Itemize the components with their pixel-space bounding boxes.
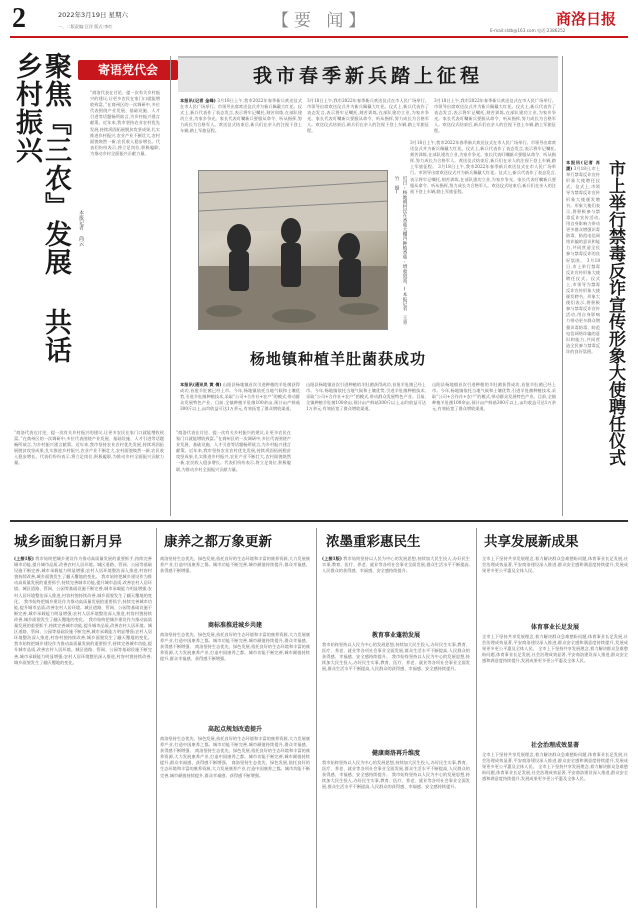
main-body-text-2: 3月18日上午,我市2022年春季新兵欢送仪式在市人民广场举行。市领导出席欢送仪式并为新兵佩戴大红花。仪式上,新兵代表作了表态发言,表示将牢记嘱托,刻苦训练,在部队建功立业,为家乡争光。家长代表叮嘱新兵要服从命令、听从指挥,努力成长为合格军人。欢送仪式结束后,新兵们在亲人的注视下登上车辆,踏上军旅征程。 [307,98,429,134]
bottom-col2-text-2: 商洛坚持生态优先、绿色发展,依托良好的生态环境和丰富的康养资源,大力发展康养产业,打造中国康养之都。城市功能不断完善,城市颜值持续提升,群众幸福感、获得感不断增强。 [160,632,310,650]
bottom-col2-subhead-2: 高起点规划改造提升 [207,726,262,733]
issue-date: 2022年3月19日 星期六 [58,11,129,19]
photo-story-body [180,382,300,502]
lead-body-text: “商洛代表在讨论、提一次有关乡村振兴的建议,让更多农民在家门口就能增收致富。”在商州区的一次调研中,多位代表围绕产业发展、基础设施、人才引进等话题畅所欲言,为乡村振兴建言献策。近年来,我市坚持农业农村优先发展,持续巩固拓展脱贫攻坚成果,扎实推进乡村振兴,农业产业不断壮大,农村面貌焕然一新,农民收入稳步增长。代表们纷纷表示,将立足岗位,积极履职,为推动乡村全面振兴贡献力量。 [90,90,160,156]
right-byline: 本报讯(记者 肖 潇) [566,160,600,172]
main-headline: 我市春季新兵踏上征程 [252,65,483,87]
bottom-col1-text-2: 我市始终把城乡建设作为推动高质量发展的重要抓手,持续完善城市功能,提升城市品质,改善农村人居环境。城区道路、管网、公园等基础设施不断完善,城市承载能力明显增强;农村人居环境整治深入推进,村容村貌持续改善,城乡面貌发生了翻天覆地的变化。 [14,574,152,604]
main-body-col4 [410,140,556,320]
bottom-col1-text: 我市始终把城乡建设作为推动高质量发展的重要抓手,持续完善城市功能,提升城市品质,改善农村人居环境。城区道路、管网、公园等基础设施不断完善,城市承载能力明显增强;农村人居环境整治深入推进,村容村貌持续改善,城乡面貌发生了翻天覆地的变化。 [14,556,152,580]
bottom-col4-text: 全市上下坚持共享发展理念,着力解决群众急难愁盼问题,体育事业长足发展,社会治理成效显著,平安商洛建设深入推进,群众安全感和满意度持续提升,发展成果更多更公平惠及全体人民。 [482,556,628,574]
bottom-col2-title: 康养之都万象更新 [164,534,272,550]
bottom-col3-title: 浓墨重彩惠民生 [326,534,421,550]
right-headline-box [604,160,634,500]
photo-story-title: 杨地镇种植羊肚菌获成功 [250,350,427,368]
right-body-text-2: 3月18日,市上举行禁毒反诈宣传形象大使聘任仪式。仪式上,市领导为禁毒反诈宣传形象大使颁发聘书。形象大使们表示,将积极参与禁毒反诈宣传活动,用自身影响力带动更多群众增强识毒防毒、防范电信网络诈骗的意识和能力,共同营造全民参与禁毒反诈的良好氛围。 [566,257,600,354]
right-body-text: 3月18日,市上举行禁毒反诈宣传形象大使聘任仪式。仪式上,市领导为禁毒反诈宣传形象大使颁发聘书。形象大使们表示,将积极参与禁毒反诈宣传活动,用自身影响力带动更多群众增强识毒防毒、防范电信网络诈骗的意识和能力,共同营造全民参与禁毒反诈的良好氛围。 [566,166,600,263]
bottom-col3-text-2: 我市始终坚持以人民为中心的发展思想,持续加大民生投入,办好民生实事,教育、医疗、养老、就业等各项社会事业全面发展,群众生活水平不断提高,人民群众的获得感、幸福感、安全感持续提升。 [322,642,470,660]
bottom-col1-text-3: 我市始终把城乡建设作为推动高质量发展的重要抓手,持续完善城市功能,提升城市品质,改善农村人居环境。城区道路、管网、公园等基础设施不断完善,城市承载能力明显增强;农村人居环境整治深入推进,村容村貌持续改善,城乡面貌发生了翻天覆地的变化。 [14,598,152,622]
photo-story-text: 山阳县杨地镇首次引进种植的羊肚菌获得成功,首批羊肚菌已经上市。今年,杨地镇依托当地气候和土壤优势,引进羊肚菌种植技术,采取“公司+合作社+农户”的模式,带动群众发展特色产业。目前,全镇种植羊肚菌100余亩,预计亩产鲜菇300斤以上,亩均收益可达1万余元,有效拓宽了群众增收渠道。 [180,382,300,412]
bottom-col1-label: (上接1版) [14,556,34,561]
right-body [566,160,600,510]
bottom-col2-text-6: 商洛坚持生态优先、绿色发展,依托良好的生态环境和丰富的康养资源,大力发展康养产业,打造中国康养之都。城市功能不断完善,城市颜值持续提升,群众幸福感、获得感不断增强。 [160,760,310,778]
bottom-col4-text-5: 全市上下坚持共享发展理念,着力解决群众急难愁盼问题,体育事业长足发展,社会治理成效显著,平安商洛建设深入推进,群众安全感和满意度持续提升,发展成果更多更公平惠及全体人民。 [482,764,628,782]
photo-story-body-3 [432,382,556,502]
main-body-text-5: 3月18日上午,我市2022年春季新兵欢送仪式在市人民广场举行。市领导出席欢送仪式并为新兵佩戴大红花。仪式上,新兵代表作了表态发言,表示将牢记嘱托,刻苦训练,在部队建功立业,为家乡争光。家长代表叮嘱新兵要服从命令、听从指挥,努力成长为合格军人。欢送仪式结束后,新兵们在亲人的注视下登上车辆,踏上军旅征程。 [410,164,556,194]
contact-info: E-mail:sldb@163.com 电话:2386252 [490,28,566,33]
photo-story-byline: 本报讯(通讯员 黄 倩) [180,382,222,387]
lead-badge-label: 寄语党代会 [97,63,158,77]
main-banner [178,56,558,92]
bottom-col2-text-3: 商洛坚持生态优先、绿色发展,依托良好的生态环境和丰富的康养资源,大力发展康养产业,打造中国康养之都。城市功能不断完善,城市颜值持续提升,群众幸福感、获得感不断增强。 [160,644,310,662]
bottom-col3-subhead-2: 健康商洛再升维度 [371,750,420,757]
photo-story-body-2 [306,382,426,502]
bottom-col3-text-4: 我市始终坚持以人民为中心的发展思想,持续加大民生投入,办好民生实事,教育、医疗、养老、就业等各项社会事业全面发展,群众生活水平不断提高,人民群众的获得感、幸福感、安全感持续提升。 [322,760,470,778]
bottom-col2-body [160,556,310,616]
section-bracket-close: 】 [348,11,371,31]
bottom-col3-body-2 [322,642,470,742]
lead-title [12,52,70,382]
main-body-col3 [434,98,556,136]
main-body-text: 3月18日上午,我市2022年春季新兵欢送仪式在市人民广场举行。市领导出席欢送仪式并为新兵佩戴大红花。仪式上,新兵代表作了表态发言,表示将牢记嘱托,刻苦训练,在部队建功立业,为家乡争光。家长代表叮嘱新兵要服从命令、听从指挥,努力成长为合格军人。欢送仪式结束后,新兵们在亲人的注视下登上车辆,踏上军旅征程。 [180,98,302,134]
main-body-text-4: 3月18日上午,我市2022年春季新兵欢送仪式在市人民广场举行。市领导出席欢送仪式并为新兵佩戴大红花。仪式上,新兵代表作了表态发言,表示将牢记嘱托,刻苦训练,在部队建功立业,为家乡争光。家长代表叮嘱新兵要服从命令、听从指挥,努力成长为合格军人。欢送仪式结束后,新兵们在亲人的注视下登上车辆,踏上军旅征程。 [410,140,556,170]
bottom-col3-text-3: 我市始终坚持以人民为中心的发展思想,持续加大民生投入,办好民生实事,教育、医疗、养老、就业等各项社会事业全面发展,群众生活水平不断提高,人民群众的获得感、幸福感、安全感持续提升。 [322,654,470,672]
bottom-col3-text-5: 我市始终坚持以人民为中心的发展思想,持续加大民生投入,办好民生实事,教育、医疗、养老、就业等各项社会事业全面发展,群众生活水平不断提高,人民群众的获得感、幸福感、安全感持续提升。 [322,772,470,790]
main-body-text-3: 3月18日上午,我市2022年春季新兵欢送仪式在市人民广场举行。市领导出席欢送仪式并为新兵佩戴大红花。仪式上,新兵代表作了表态发言,表示将牢记嘱托,刻苦训练,在部队建功立业,为家乡争光。家长代表叮嘱新兵要服从命令、听从指挥,努力成长为合格军人。欢送仪式结束后,新兵们在亲人的注视下登上车辆,踏上军旅征程。 [434,98,556,134]
bottom-col4-title: 共享发展新成果 [484,534,579,550]
bottom-col4-text-2: 全市上下坚持共享发展理念,着力解决群众急难愁盼问题,体育事业长足发展,社会治理成效显著,平安商洛建设深入推进,群众安全感和满意度持续提升,发展成果更多更公平惠及全体人民。 [482,634,628,652]
lead-body-text-cont: “商洛代表在讨论、提一次有关乡村振兴的建议,让更多农民在家门口就能增收致富。”在商州区的一次调研中,多位代表围绕产业发展、基础设施、人才引进等话题畅所欲言,为乡村振兴建言献策。近年来,我市坚持农业农村优先发展,持续巩固拓展脱贫攻坚成果,扎实推进乡村振兴,农业产业不断壮大,农村面貌焕然一新,农民收入稳步增长。代表们纷纷表示,将立足岗位,积极履职,为推动乡村全面振兴贡献力量。 [14,430,164,466]
right-headline: 市上举行禁毒反诈宣传形象大使聘任仪式 [605,160,625,466]
photo-story-text-2: 山阳县杨地镇首次引进种植的羊肚菌获得成功,首批羊肚菌已经上市。今年,杨地镇依托当地气候和土壤优势,引进羊肚菌种植技术,采取“公司+合作社+农户”的模式,带动群众发展特色产业。目前,全镇种植羊肚菌100余亩,预计亩产鲜菇300斤以上,亩均收益可达1万余元,有效拓宽了群众增收渠道。 [306,382,426,412]
bottom-col4-body-2 [482,634,628,734]
bottom-col2-body-2 [160,632,310,718]
bottom-col2-text-4: 商洛坚持生态优先、绿色发展,依托良好的生态环境和丰富的康养资源,大力发展康养产业,打造中国康养之都。城市功能不断完善,城市颜值持续提升,群众幸福感、获得感不断增强。 [160,736,310,754]
edition-info: 一、二版责编:汪洋 版式:李红 [58,24,113,29]
bottom-col2-body-3 [160,736,310,906]
bottom-divider-1 [156,528,157,908]
bottom-col2-text: 商洛坚持生态优先、绿色发展,依托良好的生态环境和丰富的康养资源,大力发展康养产业,打造中国康养之都。城市功能不断完善,城市颜值持续提升,群众幸福感、获得感不断增强。 [160,556,310,574]
bottom-divider-2 [316,528,317,908]
bottom-col1-text-4: 我市始终把城乡建设作为推动高质量发展的重要抓手,持续完善城市功能,提升城市品质,改善农村人居环境。城区道路、管网、公园等基础设施不断完善,城市承载能力明显增强;农村人居环境整治深入推进,村容村貌持续改善,城乡面貌发生了翻天覆地的变化。 [14,616,152,641]
photo-scene-svg [199,171,388,330]
bottom-col2-subhead-1: 商标准推进城乡共建 [207,622,262,629]
main-byline: 本报讯(记者 金峰) [180,98,216,103]
bottom-col4-text-4: 全市上下坚持共享发展理念,着力解决群众急难愁盼问题,体育事业长足发展,社会治理成效显著,平安商洛建设深入推进,群众安全感和满意度持续提升,发展成果更多更公平惠及全体人民。 [482,752,628,770]
section-bracket-open: 【 [272,11,294,31]
section-title [272,6,370,31]
right-divider [562,56,563,516]
bottom-rule [10,520,628,522]
main-body [180,98,302,168]
bottom-col4-body [482,556,628,616]
lead-badge [78,60,178,80]
lead-body-text-cont-2: “商洛代表在讨论、提一次有关乡村振兴的建议,让更多农民在家门口就能增收致富。”在商州区的一次调研中,多位代表围绕产业发展、基础设施、人才引进等话题畅所欲言,为乡村振兴建言献策。近年来,我市坚持农业农村优先发展,持续巩固拓展脱贫攻坚成果,扎实推进乡村振兴,农业产业不断壮大,农村面貌焕然一新,农民收入稳步增长。代表们纷纷表示,将立足岗位,积极履职,为推动乡村全面振兴贡献力量。 [176,430,291,472]
news-photo [198,170,388,330]
header-rule [10,36,628,38]
newspaper-logo: 商洛日报 [556,10,617,28]
photo-story-text-3: 山阳县杨地镇首次引进种植的羊肚菌获得成功,首批羊肚菌已经上市。今年,杨地镇依托当地气候和土壤优势,引进羊肚菌种植技术,采取“公司+合作社+农户”的模式,带动群众发展特色产业。目前,全镇种植羊肚菌100余亩,预计亩产鲜菇300斤以上,亩均收益可达1万余元,有效拓宽了群众增收渠道。 [432,382,556,412]
page-header [0,0,638,40]
lead-divider [170,56,171,516]
main-body-col2 [307,98,429,136]
bottom-col3-body-3 [322,760,470,906]
bottom-col3-body [322,556,470,626]
bottom-col4-subhead-1: 体育事业长足发展 [530,624,579,631]
page-number: 2 [12,3,26,34]
section-label: 要 闻 [294,11,349,31]
bottom-col3-label: (上接1版) [322,556,342,561]
bottom-col1-body [14,556,152,906]
lead-byline: 本报记者 尚云 [78,210,84,246]
bottom-divider-3 [476,528,477,908]
lead-headline: 聚焦『三农』发展 共话乡村振兴 [11,52,71,364]
bottom-col1-title: 城乡面貌日新月异 [14,534,122,550]
lead-body-cont [14,430,164,510]
bottom-col4-text-3: 全市上下坚持共享发展理念,着力解决群众急难愁盼问题,体育事业长足发展,社会治理成效显著,平安商洛建设深入推进,群众安全感和满意度持续提升,发展成果更多更公平惠及全体人民。 [482,646,628,664]
bottom-col4-body-3 [482,752,628,906]
bottom-col1-text-5: 我市始终把城乡建设作为推动高质量发展的重要抓手,持续完善城市功能,提升城市品质,改善农村人居环境。城区道路、管网、公园等基础设施不断完善,城市承载能力明显增强;农村人居环境整治深入推进,村容村貌持续改善,城乡面貌发生了翻天覆地的变化。 [14,641,152,665]
photo-caption: 近日,杨地镇村民在香菇大棚内种植香菇,增收致富。(本报记者 王青竹 摄) [394,176,407,325]
bottom-col4-subhead-2: 社会治理成效显著 [530,742,579,749]
bottom-col3-text: 我市始终坚持以人民为中心的发展思想,持续加大民生投入,办好民生实事,教育、医疗、养老、就业等各项社会事业全面发展,群众生活水平不断提高,人民群众的获得感、幸福感、安全感持续提升。 [322,556,470,574]
bottom-col3-subhead-1: 教育事业蓬勃发展 [371,632,420,639]
bottom-col2-text-5: 商洛坚持生态优先、绿色发展,依托良好的生态环境和丰富的康养资源,大力发展康养产业,打造中国康养之都。城市功能不断完善,城市颜值持续提升,群众幸福感、获得感不断增强。 [160,748,310,766]
